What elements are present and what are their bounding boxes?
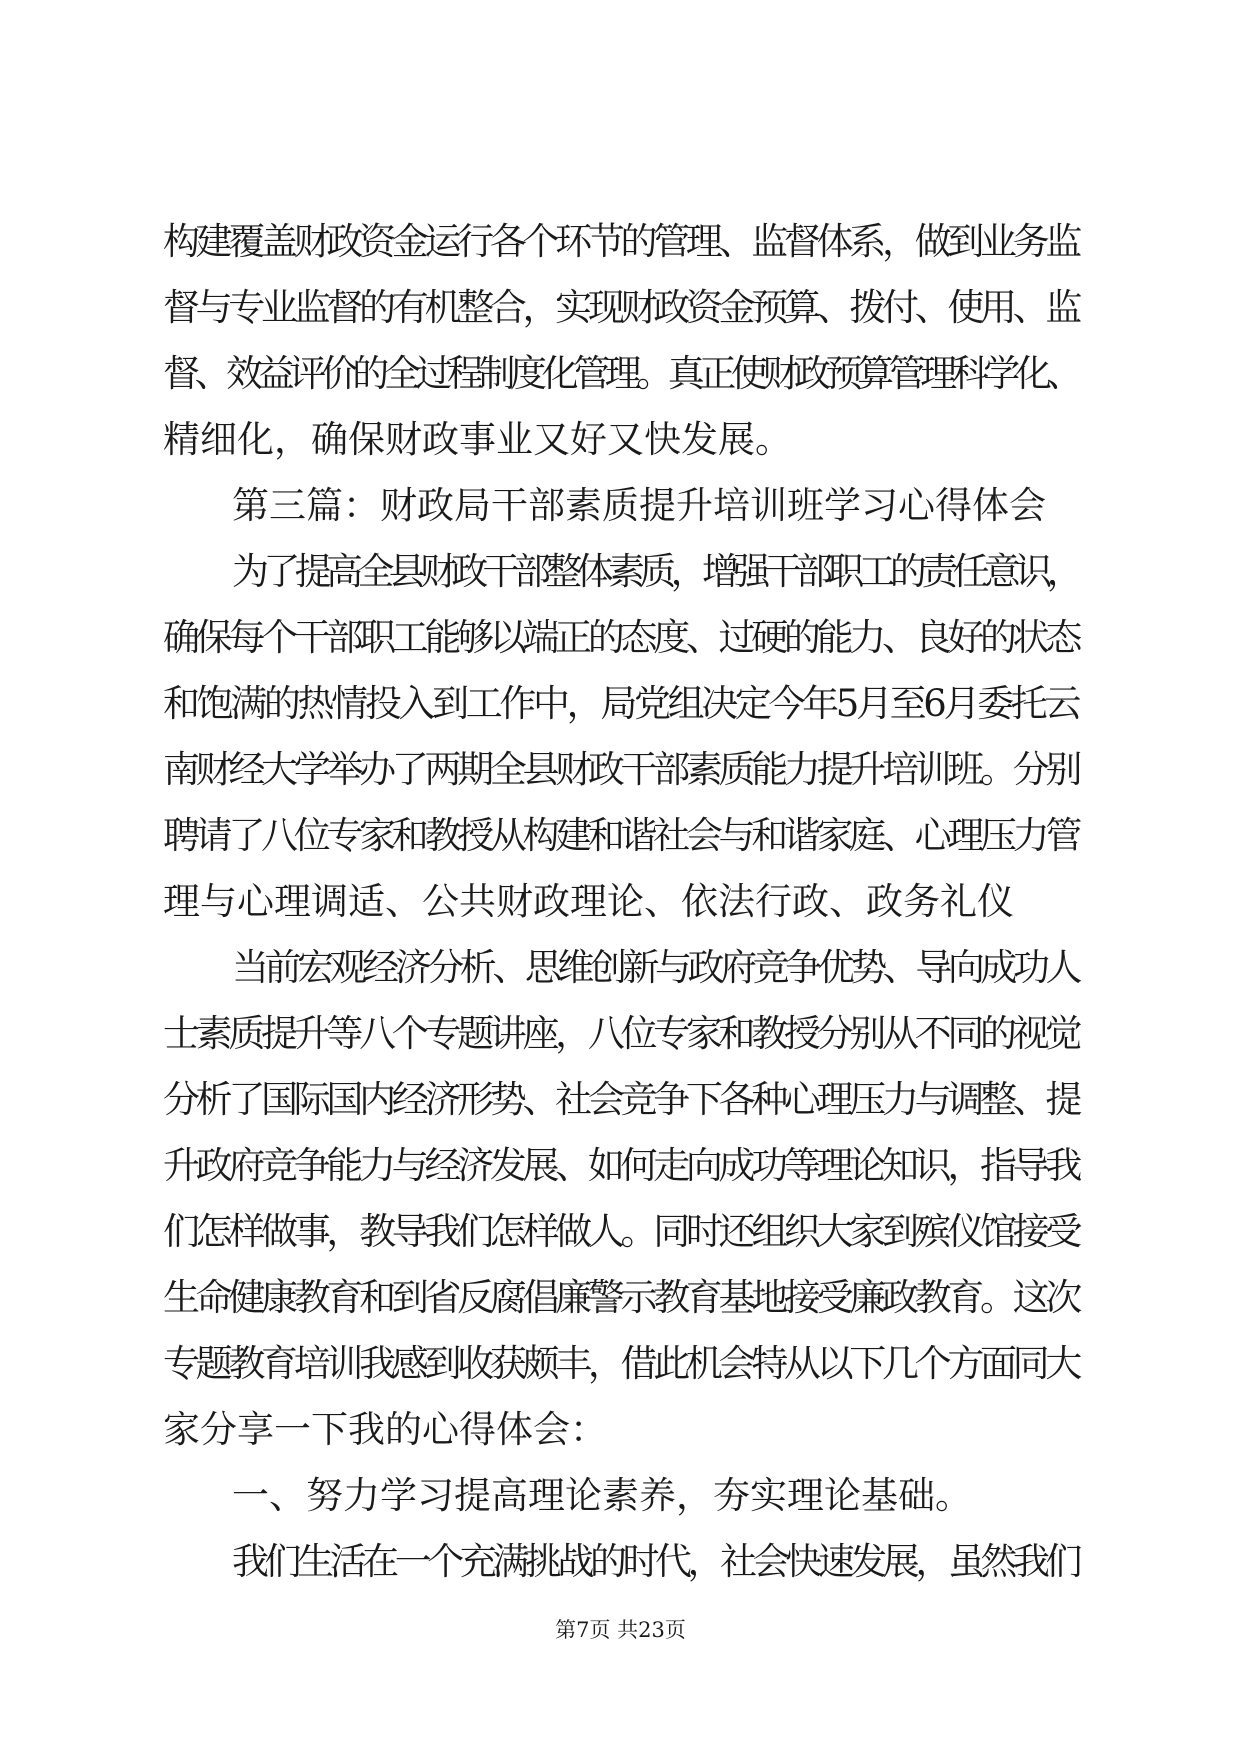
text-line: 南财经大学举办了两期全县财政干部素质能力提升培训班。分别 <box>163 748 1079 791</box>
section-heading: 第三篇：财政局干部素质提升培训班学习心得体会 <box>232 484 1046 527</box>
text-line: 我们生活在一个充满挑战的时代，社会快速发展，虽然我们 <box>232 1540 1079 1583</box>
text-line: 确保每个干部职工能够以端正的态度、过硬的能力、良好的状态 <box>163 616 1079 659</box>
text-line: 督、效益评价的全过程制度化管理。真正使财政预算管理科学化、 <box>163 352 1078 395</box>
text-line: 升政府竞争能力与经济发展、如何走向成功等理论知识，指导我 <box>163 1144 1079 1187</box>
text-line: 专题教育培训我感到收获颇丰，借此机会特从以下几个方面同大 <box>163 1342 1079 1385</box>
text-line: 分析了国际国内经济形势、社会竞争下各种心理压力与调整、提 <box>163 1078 1079 1121</box>
text-line: 精细化，确保财政事业又好又快发展。 <box>163 418 792 461</box>
text-line: 当前宏观经济分析、思维创新与政府竞争优势、导向成功人 <box>232 946 1079 989</box>
text-line: 为了提高全县财政干部整体素质，增强干部职工的责任意识， <box>232 550 1078 593</box>
text-line: 构建覆盖财政资金运行各个环节的管理、监督体系，做到业务监 <box>163 220 1079 263</box>
text-line: 聘请了八位专家和教授从构建和谐社会与和谐家庭、心理压力管 <box>163 814 1079 857</box>
text-line: 生命健康教育和到省反腐倡廉警示教育基地接受廉政教育。这次 <box>163 1276 1079 1319</box>
text-line: 家分享一下我的心得体会： <box>163 1408 607 1451</box>
text-line: 督与专业监督的有机整合，实现财政资金预算、拨付、使用、监 <box>163 286 1079 329</box>
text-line: 理与心理调适、公共财政理论、依法行政、政务礼仪 <box>163 880 1014 923</box>
subheading: 一、努力学习提高理论素养，夯实理论基础。 <box>232 1474 972 1517</box>
page-footer: 第7页 共23页 <box>555 1618 686 1642</box>
text-line: 们怎样做事，教导我们怎样做人。同时还组织大家到殡仪馆接受 <box>163 1210 1079 1253</box>
text-line: 和饱满的热情投入到工作中，局党组决定今年5月至6月委托云 <box>163 682 1078 725</box>
text-line: 士素质提升等八个专题讲座，八位专家和教授分别从不同的视觉 <box>163 1012 1079 1055</box>
